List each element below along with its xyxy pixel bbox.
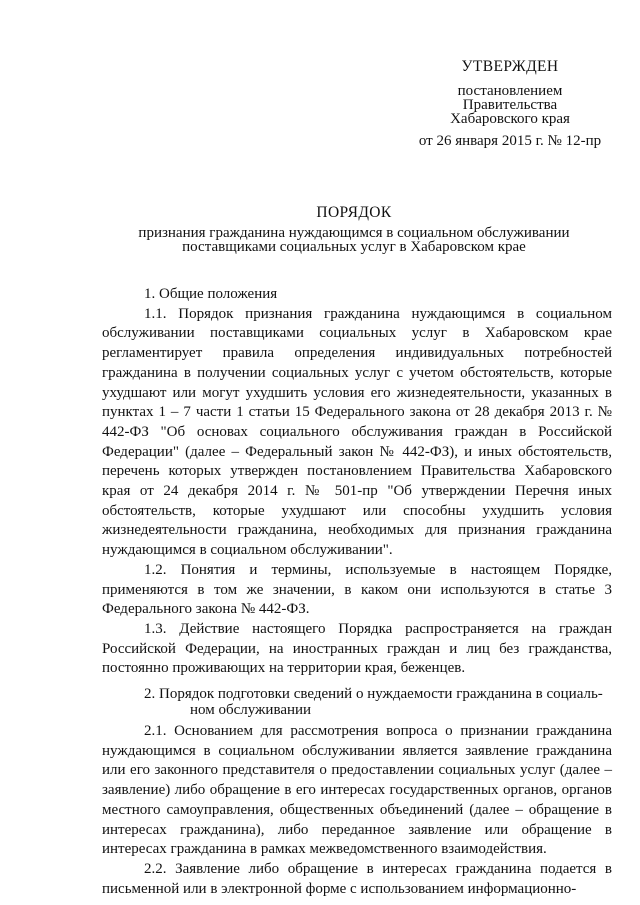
document-title: ПОРЯДОК [316,204,392,221]
approval-stamp [410,58,610,148]
paragraph-1-2: 1.2. Понятия и термины, используемые в настоящем Порядке, применяются в том же значении, в каком они используются в статье 3 Федерального закона № 442-ФЗ. [102,561,612,618]
paragraph-2-1: 2.1. Основанием для рассмотрения вопроса о признании гражданина нуждающимся в социальном обслуживании является заявление гражданина или его законного представителя о предоставлении социальных услуг (далее – заявление) либо обращение в его интересах государственных органов, органов местного самоуправления, общественных объединений (далее – обращение в интересах гражданина), либо переданное заявление или обращение в интересах гражданина в рамках межведомственного взаимодействия. [102,723,612,858]
approval-line-3: Хабаровского края [450,111,570,127]
paragraph-2-2: 2.2. Заявление либо обращение в интересах гражданина подается в письменной или в электронной форме с использованием информационно- [102,860,612,897]
section-2-heading-line-1: 2. Порядок подготовки сведений о нуждаемости гражданина в социаль- [144,686,603,703]
section-2-heading [102,686,612,718]
section-1-heading: 1. Общие положения [144,286,278,302]
section-2-heading-line-2: ном обслуживании [190,702,312,719]
paragraph-1-3: 1.3. Действие настоящего Порядка распространяется на граждан Российской Федерации, на иностранных граждан и лиц без гражданства, постоянно проживающих на территории края, беженцев. [102,620,612,677]
paragraph-1-1: 1.1. Порядок признания гражданина нуждающимся в социальном обслуживании поставщиками социальных услуг в Хабаровском крае регламентирует правила определения индивидуальных потребностей гражданина в получении социальных услуг с учетом обстоятельств, которые ухудшают или могут ухудшить условия его жизнедеятельности, указанных в пунктах 1 – 7 части 1 статьи 15 Федерального закона от 28 декабря 2013 г. № 442-ФЗ "Об основах социального обслуживания граждан в Российской Федерации" (далее – Федеральный закон № 442-ФЗ), и иных обстоятельств, перечень которых утвержден постановлением Правительства Хабаровского края от 24 декабря 2014 г. № 501-пр "Об утверждении Перечня иных обстоятельств, которые ухудшают или способны ухудшить условия жизнедеятельности гражданина, необходимых для признания гражданина нуждающимся в социальном обслуживании". [102,305,612,559]
document-body [102,285,612,899]
approval-line-1: постановлением [457,83,563,99]
subtitle-line-2: поставщиками социальных услуг в Хабаровском крае [182,239,526,255]
approved-label: УТВЕРЖДЕН [461,58,559,75]
document-subtitle [98,226,610,254]
approval-date: от 26 января 2015 г. № 12-пр [418,133,602,149]
approval-line-2: Правительства [462,97,558,113]
subtitle-line-1: признания гражданина нуждающимся в социальном обслуживании [138,225,570,241]
